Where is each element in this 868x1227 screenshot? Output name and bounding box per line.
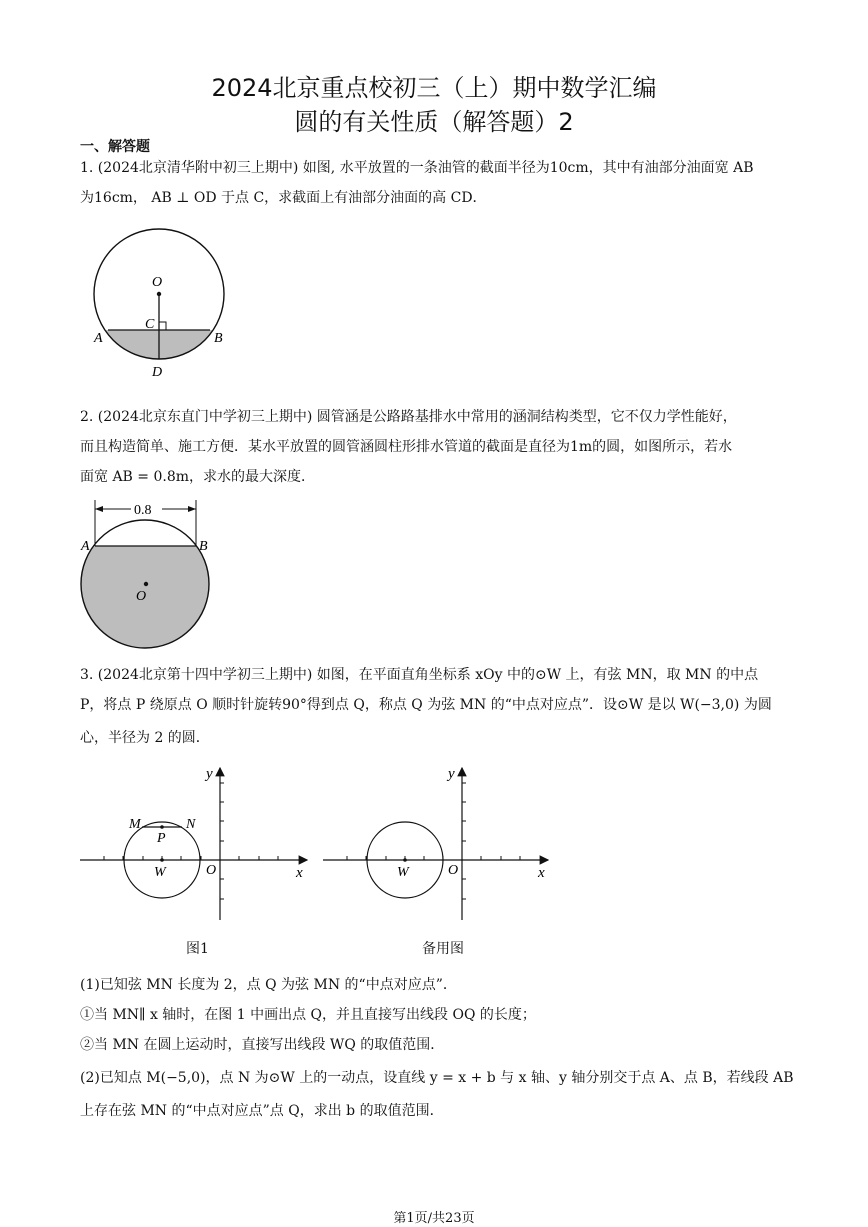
backup-figure-caption: 备用图 — [422, 941, 464, 957]
q3-figure-backup — [318, 760, 558, 930]
label-x: x — [538, 865, 545, 881]
label-x: x — [296, 865, 303, 881]
label-y: y — [206, 766, 213, 782]
q3-sub2-line2: 上存在弦 MN 的“中点对应点”点 Q，求出 b 的取值范围． — [80, 1103, 444, 1119]
right-angle-mark — [159, 322, 166, 330]
width-label: 0.8 — [134, 503, 152, 518]
section-heading: 一、解答题 — [80, 139, 150, 155]
q3-text-line3: 心，半径为 2 的圆． — [80, 730, 210, 746]
document-subtitle: 圆的有关性质（解答题）2 — [294, 108, 574, 136]
center-point — [144, 582, 148, 586]
page-footer: 第1页/共23页 — [393, 1211, 475, 1226]
q2-text-line2: 而且构造简单、施工方便．某水平放置的圆管涵圆柱形排水管道的截面是直径为1m的圆，如图所示，若水 — [80, 439, 733, 455]
label-o: O — [136, 589, 147, 604]
q1-text-line1: 1. (2024北京清华附中初三上期中) 如图, 水平放置的一条油管的截面半径为10cm，其中有油部分油面宽 AB — [80, 160, 754, 176]
q3-sub1: (1)已知弦 MN 长度为 2，点 Q 为弦 MN 的“中点对应点”． — [80, 977, 457, 993]
label-m: M — [129, 817, 141, 832]
q2-figure — [76, 495, 221, 655]
label-a: A — [94, 331, 103, 346]
point-p — [160, 825, 164, 829]
q3-sub2-line1: (2)已知点 M(−5,0)，点 N 为⊙W 上的一动点，设直线 y = x + b 与 x 轴、y 轴分别交于点 A、点 B，若线段 AB — [80, 1070, 794, 1086]
q3-sub1a: ①当 MN∥ x 轴时，在图 1 中画出点 Q，并且直接写出线段 OQ 的长度； — [80, 1007, 536, 1023]
label-o: O — [152, 275, 163, 290]
dim-arrow-right — [188, 506, 196, 512]
q3-figure1 — [75, 760, 315, 930]
figure1-caption: 图1 — [186, 941, 209, 957]
label-b: B — [214, 331, 223, 346]
q2-text-line3: 面宽 AB = 0.8m，求水的最大深度． — [80, 469, 316, 485]
label-b: B — [199, 539, 208, 554]
dim-arrow-left — [95, 506, 103, 512]
center-point — [157, 292, 161, 296]
q3-text-line1: 3. (2024北京第十四中学初三上期中) 如图，在平面直角坐标系 xOy 中的⊙W 上，有弦 MN，取 MN 的中点 — [80, 667, 759, 683]
label-o: O — [206, 863, 217, 878]
label-p: P — [157, 831, 166, 846]
q1-figure — [85, 218, 245, 383]
q1-text-line2: 为16cm， AB ⊥ OD 于点 C，求截面上有油部分油面的高 CD． — [80, 190, 487, 206]
q2-text-line1: 2. (2024北京东直门中学初三上期中) 圆管涵是公路路基排水中常用的涵洞结构类型，它不仅力学性能好， — [80, 409, 737, 425]
q3-text-line2: P，将点 P 绕原点 O 顺时针旋转90°得到点 Q，称点 Q 为弦 MN 的“中点对应点”．设⊙W 是以 W(−3,0) 为圆 — [80, 697, 772, 713]
point-w — [160, 858, 164, 862]
document-title: 2024北京重点校初三（上）期中数学汇编 — [211, 74, 657, 102]
label-y: y — [448, 766, 455, 782]
q3-sub1b: ②当 MN 在圆上运动时，直接写出线段 WQ 的取值范围． — [80, 1037, 445, 1053]
label-o: O — [448, 863, 459, 878]
label-w: W — [397, 865, 409, 880]
label-d: D — [152, 365, 163, 380]
water-region — [76, 546, 221, 655]
label-n: N — [186, 817, 196, 832]
label-c: C — [145, 317, 155, 332]
label-a: A — [81, 539, 90, 554]
label-w: W — [154, 865, 166, 880]
point-w — [403, 858, 407, 862]
